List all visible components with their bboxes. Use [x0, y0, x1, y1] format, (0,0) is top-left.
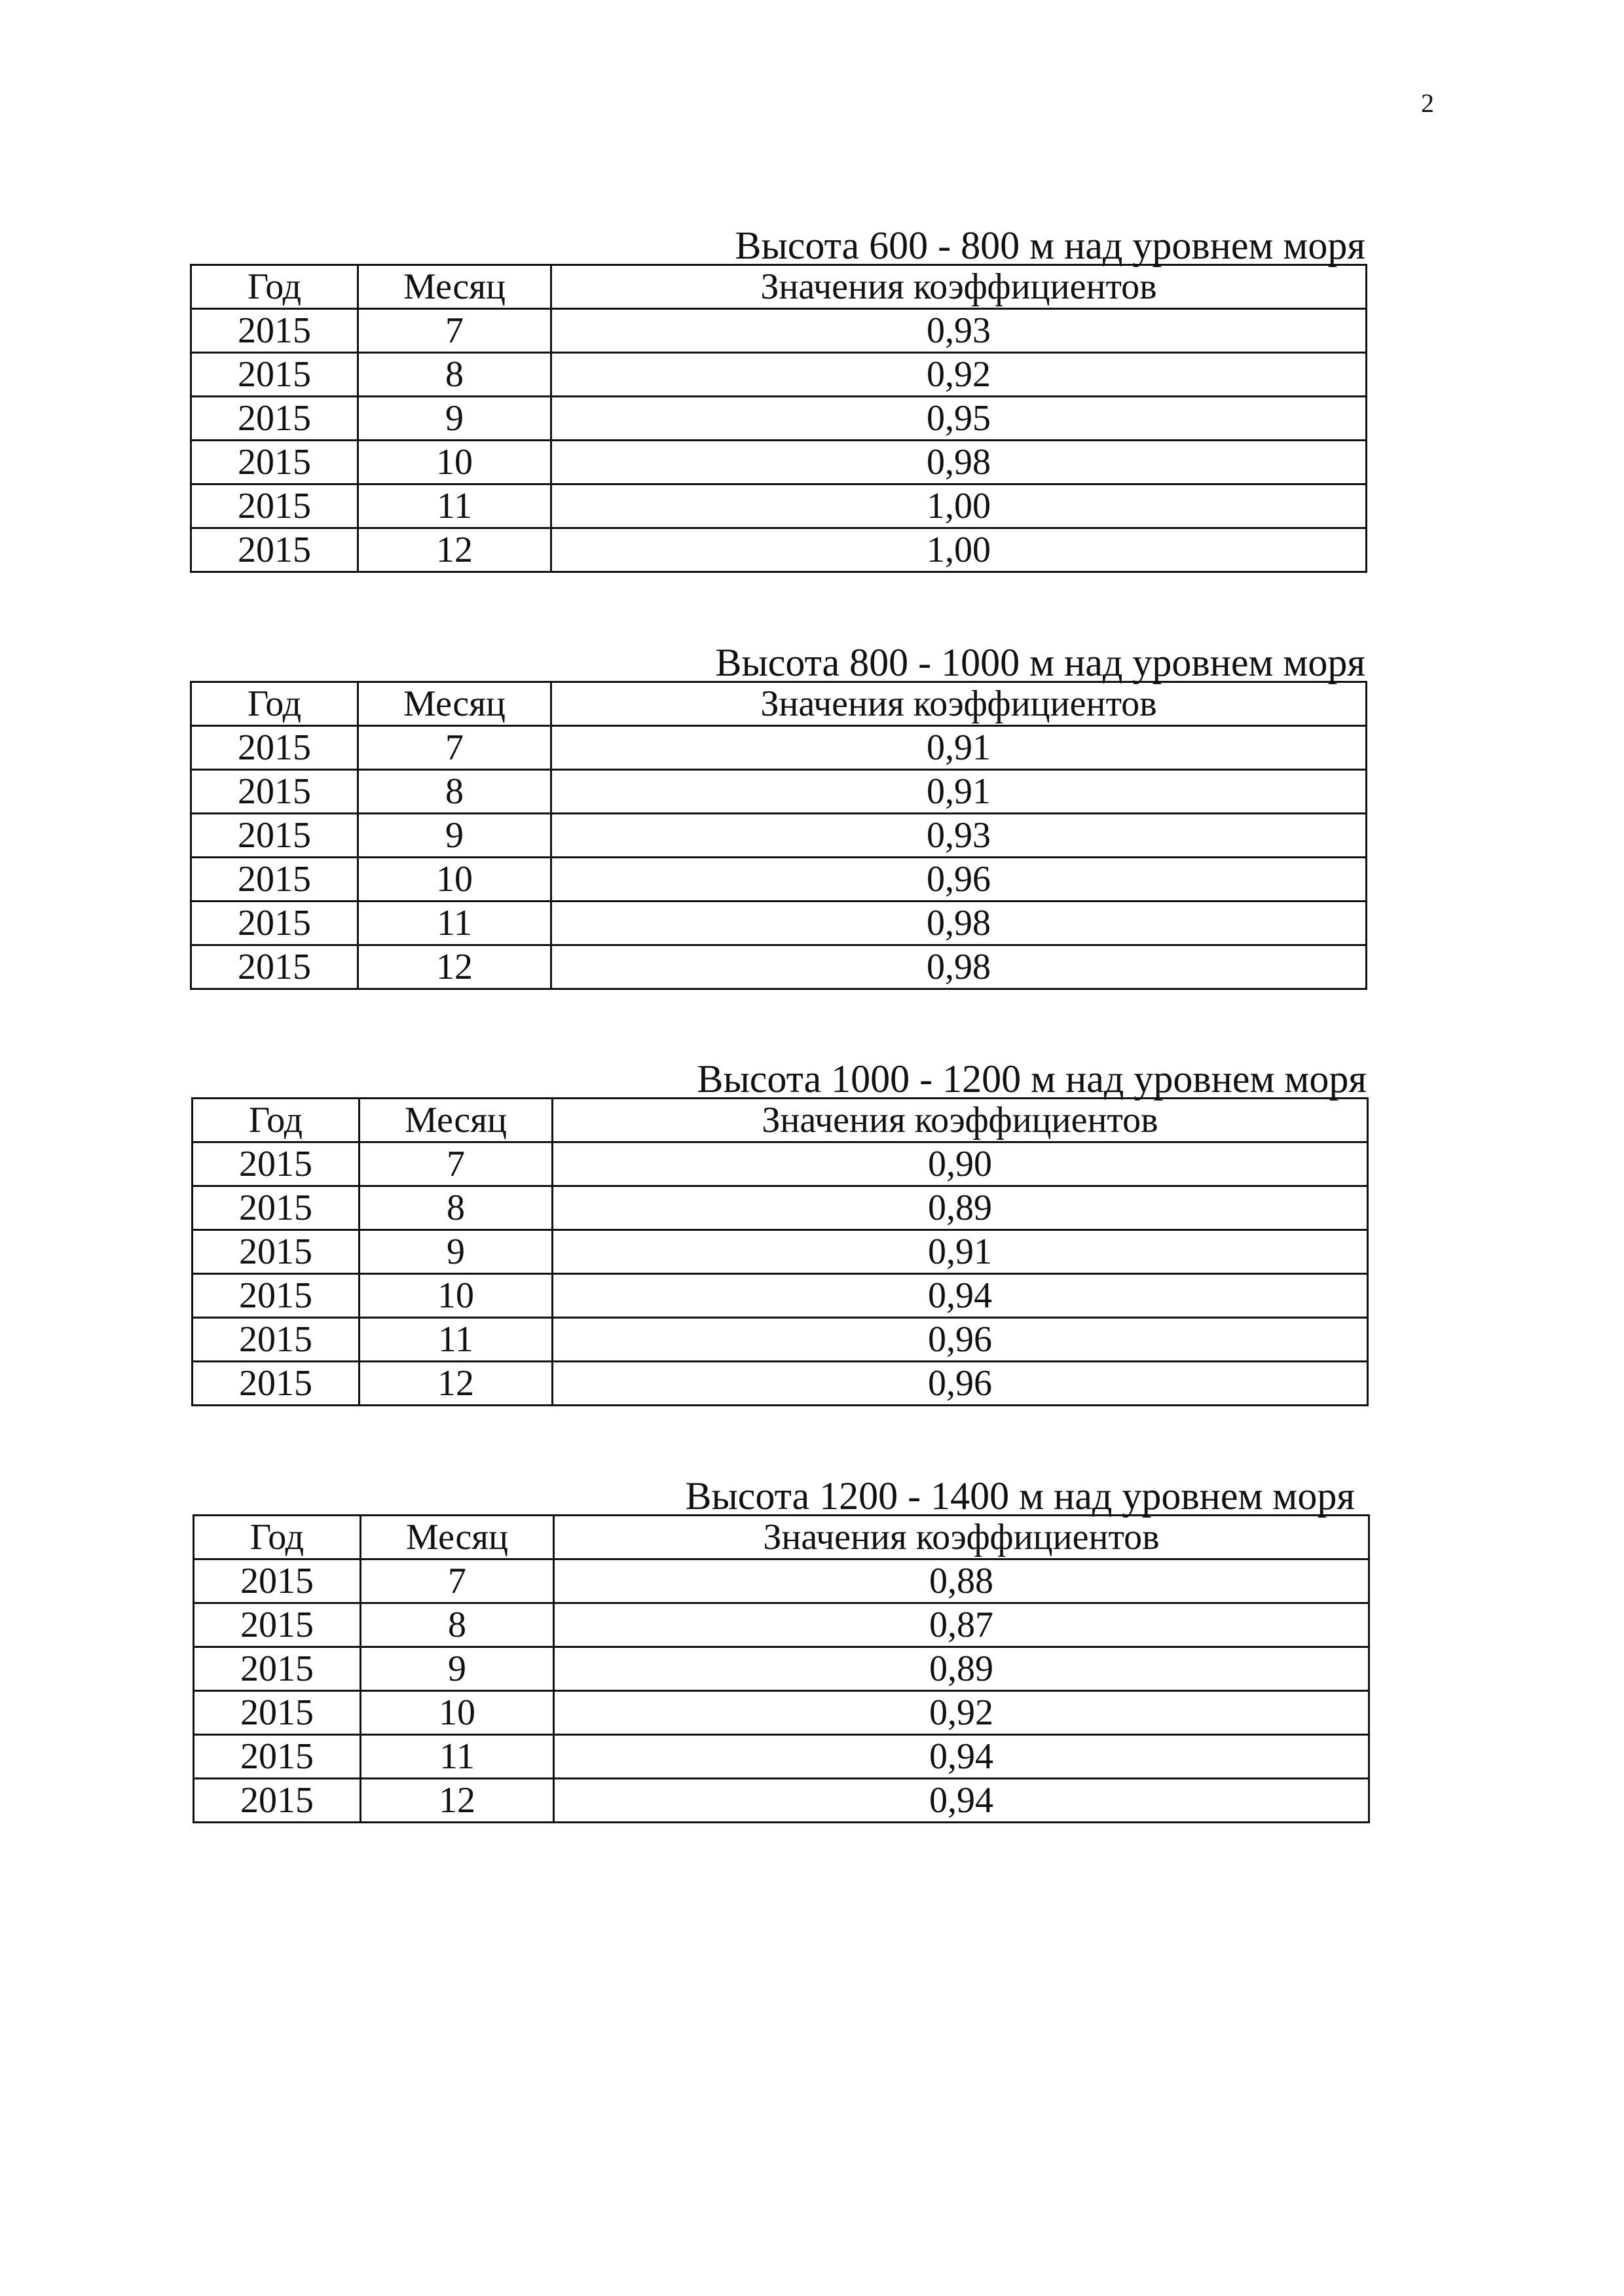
month-column-header: Месяц — [358, 682, 551, 726]
month-cell: 8 — [360, 1186, 553, 1230]
value-column-header: Значения коэффициентов — [551, 265, 1367, 309]
value-cell: 0,87 — [554, 1603, 1369, 1647]
table-row — [194, 1735, 1369, 1779]
coefficient-table — [193, 1514, 1370, 1823]
month-cell: 7 — [360, 1142, 553, 1186]
table-caption: Высота 600 - 800 м над уровнем моря — [735, 224, 1365, 267]
table-row — [191, 858, 1367, 902]
table-row — [191, 397, 1367, 441]
month-cell: 11 — [358, 902, 551, 945]
value-column-header: Значения коэффициентов — [553, 1099, 1368, 1142]
value-cell: 0,92 — [554, 1691, 1369, 1735]
year-column-header: Год — [193, 1099, 360, 1142]
value-cell: 0,93 — [551, 309, 1367, 353]
month-cell: 8 — [358, 770, 551, 814]
coefficient-table-block — [190, 226, 1365, 573]
month-cell: 9 — [358, 814, 551, 858]
month-cell: 9 — [361, 1647, 554, 1691]
coefficient-table — [190, 681, 1367, 990]
month-cell: 11 — [361, 1735, 554, 1779]
table-row — [193, 1274, 1368, 1318]
year-cell: 2015 — [191, 902, 358, 945]
coefficient-table-block — [193, 1476, 1368, 1823]
table-row — [191, 945, 1367, 989]
table-caption: Высота 1200 - 1400 м над уровнем моря — [685, 1474, 1355, 1518]
year-cell: 2015 — [194, 1691, 361, 1735]
month-cell: 10 — [358, 441, 551, 484]
year-cell: 2015 — [191, 858, 358, 902]
year-cell: 2015 — [193, 1362, 360, 1406]
coefficient-table-block — [190, 643, 1365, 990]
value-column-header: Значения коэффициентов — [551, 682, 1367, 726]
year-column-header: Год — [194, 1516, 361, 1559]
value-cell: 0,89 — [553, 1186, 1368, 1230]
table-header-row — [193, 1099, 1368, 1142]
year-cell: 2015 — [191, 726, 358, 770]
page-number: 2 — [1421, 88, 1434, 118]
table-row — [191, 770, 1367, 814]
month-column-header: Месяц — [361, 1516, 554, 1559]
coefficient-table — [191, 1097, 1369, 1406]
year-column-header: Год — [191, 265, 358, 309]
table-row — [194, 1603, 1369, 1647]
month-cell: 8 — [361, 1603, 554, 1647]
year-cell: 2015 — [191, 528, 358, 572]
value-cell: 0,94 — [554, 1779, 1369, 1823]
coefficient-table-block — [191, 1059, 1367, 1406]
year-cell: 2015 — [191, 945, 358, 989]
table-row — [194, 1559, 1369, 1603]
year-cell: 2015 — [194, 1559, 361, 1603]
month-column-header: Месяц — [358, 265, 551, 309]
table-row — [193, 1318, 1368, 1362]
table-row — [191, 726, 1367, 770]
table-row — [193, 1142, 1368, 1186]
value-cell: 0,91 — [551, 770, 1367, 814]
table-header-row — [191, 265, 1367, 309]
table-header-row — [194, 1516, 1369, 1559]
year-cell: 2015 — [194, 1647, 361, 1691]
value-cell: 0,92 — [551, 353, 1367, 397]
table-row — [194, 1779, 1369, 1823]
year-cell: 2015 — [193, 1274, 360, 1318]
coefficient-table — [190, 264, 1367, 573]
table-row — [193, 1362, 1368, 1406]
month-cell: 12 — [361, 1779, 554, 1823]
year-column-header: Год — [191, 682, 358, 726]
month-cell: 12 — [360, 1362, 553, 1406]
table-row — [193, 1186, 1368, 1230]
value-cell: 1,00 — [551, 484, 1367, 528]
year-cell: 2015 — [191, 397, 358, 441]
table-row — [191, 528, 1367, 572]
month-cell: 12 — [358, 528, 551, 572]
value-cell: 0,98 — [551, 945, 1367, 989]
year-cell: 2015 — [193, 1318, 360, 1362]
table-header-row — [191, 682, 1367, 726]
table-row — [194, 1647, 1369, 1691]
month-cell: 7 — [361, 1559, 554, 1603]
value-cell: 0,90 — [553, 1142, 1368, 1186]
month-cell: 10 — [358, 858, 551, 902]
value-cell: 0,94 — [553, 1274, 1368, 1318]
year-cell: 2015 — [194, 1779, 361, 1823]
table-row — [193, 1230, 1368, 1274]
month-cell: 9 — [358, 397, 551, 441]
month-cell: 10 — [361, 1691, 554, 1735]
year-cell: 2015 — [193, 1230, 360, 1274]
month-cell: 7 — [358, 726, 551, 770]
year-cell: 2015 — [191, 441, 358, 484]
month-cell: 12 — [358, 945, 551, 989]
value-cell: 0,96 — [553, 1318, 1368, 1362]
value-cell: 0,88 — [554, 1559, 1369, 1603]
table-caption: Высота 800 - 1000 м над уровнем моря — [715, 641, 1365, 684]
month-cell: 11 — [358, 484, 551, 528]
value-cell: 0,98 — [551, 441, 1367, 484]
table-row — [194, 1691, 1369, 1735]
table-caption: Высота 1000 - 1200 м над уровнем моря — [697, 1057, 1367, 1101]
table-row — [191, 902, 1367, 945]
value-column-header: Значения коэффициентов — [554, 1516, 1369, 1559]
value-cell: 0,91 — [553, 1230, 1368, 1274]
year-cell: 2015 — [194, 1603, 361, 1647]
value-cell: 0,93 — [551, 814, 1367, 858]
table-row — [191, 441, 1367, 484]
year-cell: 2015 — [191, 814, 358, 858]
value-cell: 0,94 — [554, 1735, 1369, 1779]
month-cell: 10 — [360, 1274, 553, 1318]
month-cell: 11 — [360, 1318, 553, 1362]
table-row — [191, 814, 1367, 858]
value-cell: 0,89 — [554, 1647, 1369, 1691]
value-cell: 0,98 — [551, 902, 1367, 945]
year-cell: 2015 — [191, 309, 358, 353]
month-cell: 7 — [358, 309, 551, 353]
month-cell: 9 — [360, 1230, 553, 1274]
table-row — [191, 309, 1367, 353]
value-cell: 1,00 — [551, 528, 1367, 572]
value-cell: 0,96 — [551, 858, 1367, 902]
year-cell: 2015 — [193, 1142, 360, 1186]
value-cell: 0,91 — [551, 726, 1367, 770]
value-cell: 0,96 — [553, 1362, 1368, 1406]
year-cell: 2015 — [191, 353, 358, 397]
month-cell: 8 — [358, 353, 551, 397]
year-cell: 2015 — [191, 484, 358, 528]
table-row — [191, 353, 1367, 397]
year-cell: 2015 — [194, 1735, 361, 1779]
year-cell: 2015 — [193, 1186, 360, 1230]
year-cell: 2015 — [191, 770, 358, 814]
value-cell: 0,95 — [551, 397, 1367, 441]
month-column-header: Месяц — [360, 1099, 553, 1142]
table-row — [191, 484, 1367, 528]
